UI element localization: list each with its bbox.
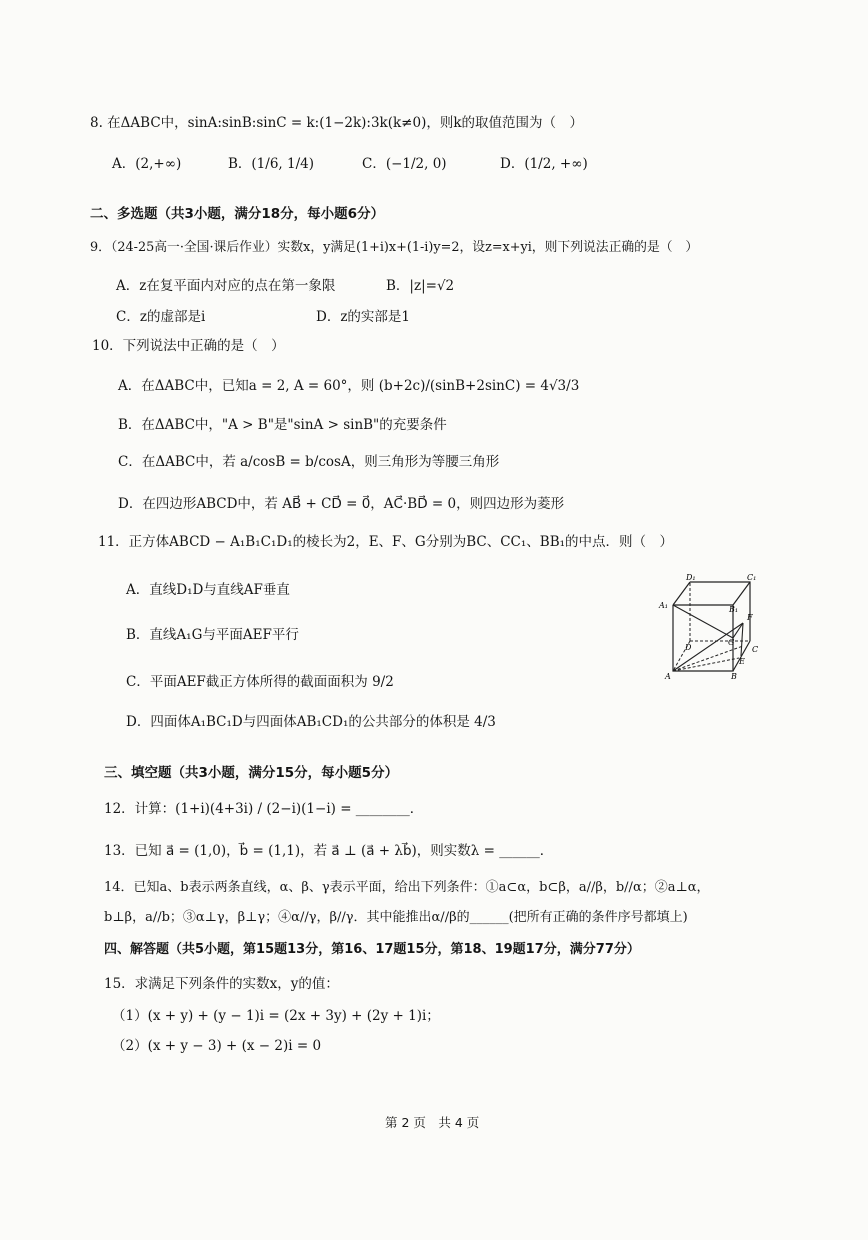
q14-line1: 14．已知a、b表示两条直线，α、β、γ表示平面，给出下列条件：①a⊂α，b⊂β，a//β，b//α；②a⊥α，: [104, 880, 710, 895]
cube-label-d1: D₁: [686, 573, 696, 582]
q10-option-d: D．在四边形ABCD中，若 AB⃗ + CD⃗ = 0⃗，AC⃗·BD⃗ = 0，则四边形为菱形: [118, 496, 565, 512]
q8-option-a: A．(2,+∞): [112, 156, 182, 172]
cube-label-f: F: [747, 613, 753, 622]
q10-option-c: C．在ΔABC中，若 a/cosB = b/cosA，则三角形为等腰三角形: [118, 454, 500, 470]
section-solution-heading: 四、解答题（共5小题，第15题13分，第16、17题15分，第18、19题17分，满分77分）: [104, 942, 640, 957]
q12: 12．计算：(1+i)(4+3i) / (2−i)(1−i) = ________．: [104, 801, 424, 817]
q8-option-c: C．(−1/2, 0): [362, 156, 447, 172]
cube-label-e: E: [739, 657, 745, 666]
q10-stem: 10．下列说法中正确的是（ ）: [92, 338, 285, 354]
q10-option-a: A．在ΔABC中，已知a = 2, A = 60°，则 (b+2c)/(sinB+2sinC) = 4√3/3: [118, 378, 580, 394]
cube-label-b1: B₁: [729, 605, 739, 614]
cube-label-c1: C₁: [747, 573, 757, 582]
q9-option-d: D．z的实部是1: [316, 309, 411, 325]
q11-stem: 11．正方体ABCD − A₁B₁C₁D₁的棱长为2，E、F、G分别为BC、CC₁、BB₁的中点．则（ ）: [98, 534, 674, 550]
q9-option-b: B．|z|=√2: [386, 278, 455, 294]
cube-label-b: B: [731, 672, 737, 681]
section-fill-blank-heading: 三、填空题（共3小题，满分15分，每小题5分）: [104, 765, 399, 781]
cube-figure: [655, 570, 770, 685]
q11-option-a: A．直线D₁D与直线AF垂直: [126, 582, 290, 598]
cube-label-c: C: [752, 645, 759, 654]
q15-part1: （1）(x + y) + (y − 1)i = (2x + 3y) + (2y + 1)i；: [112, 1008, 440, 1024]
page-footer: 第 2 页 共 4 页: [385, 1115, 480, 1130]
q8-option-d: D．(1/2, +∞): [500, 156, 588, 172]
cube-label-d: D: [685, 643, 692, 652]
q8-option-b: B．(1/6, 1/4): [228, 156, 314, 172]
q15-stem: 15．求满足下列条件的实数x，y的值：: [104, 976, 339, 992]
q9-stem: 9．（24-25高一·全国·课后作业）实数x，y满足(1+i)x+(1-i)y=2，设z=x+yi，则下列说法正确的是（ ）: [90, 240, 699, 255]
cube-label-g: G: [728, 638, 735, 647]
q11-option-b: B．直线A₁G与平面AEF平行: [126, 627, 299, 643]
q13: 13．已知 a⃗ = (1,0)，b⃗ = (1,1)，若 a⃗ ⊥ (a⃗ + λb⃗)，则实数λ = ______．: [104, 843, 554, 859]
cube-label-a1: A₁: [659, 601, 668, 610]
cube-label-a: A: [665, 672, 671, 681]
q14-line2: b⊥β，a//b；③α⊥γ，β⊥γ；④α//γ，β//γ．其中能推出α//β的______(把所有正确的条件序号都填上): [104, 910, 688, 925]
q11-option-d: D．四面体A₁BC₁D与四面体AB₁CD₁的公共部分的体积是 4/3: [126, 714, 496, 730]
q15-part2: （2）(x + y − 3) + (x − 2)i = 0: [112, 1038, 322, 1054]
q8-stem: 8. 在ΔABC中，sinA:sinB:sinC = k:(1−2k):3k(k≠0)，则k的取值范围为（ ）: [90, 115, 584, 131]
q11-option-c: C．平面AEF截正方体所得的截面面积为 9/2: [126, 674, 394, 690]
q9-option-c: C．z的虚部是i: [116, 309, 206, 325]
q10-option-b: B．在ΔABC中，"A > B"是"sinA > sinB"的充要条件: [118, 417, 447, 433]
section-multi-choice-heading: 二、多选题（共3小题，满分18分，每小题6分）: [90, 206, 385, 222]
q9-option-a: A．z在复平面内对应的点在第一象限: [116, 278, 336, 294]
